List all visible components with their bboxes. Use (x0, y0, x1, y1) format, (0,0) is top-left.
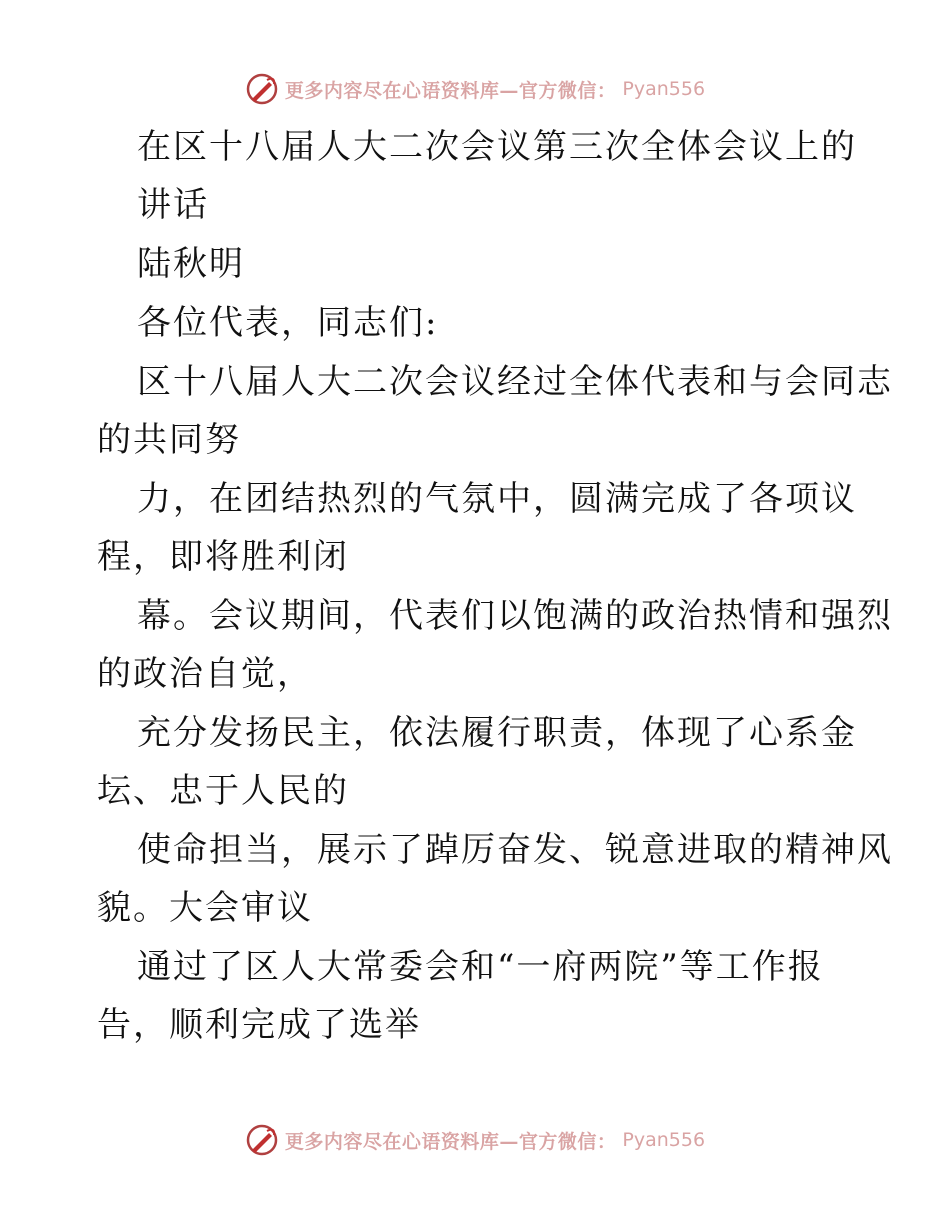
watermark-footer (0, 1123, 950, 1157)
body-line: 的共同努 (97, 420, 241, 460)
author-name: 陆秋明 (137, 244, 245, 284)
body-line: 充分发扬民主，依法履行职责，体现了心系金 (137, 713, 857, 753)
body-line: 告，顺利完成了选举 (97, 1005, 421, 1045)
body-line: 通过了区人大常委会和“一府两院”等工作报 (137, 947, 824, 987)
body-line: 使命担当，展示了踔厉奋发、锐意进取的精神风 (137, 830, 893, 870)
watermark-text: 更多内容尽在心语资料库—官方微信： (284, 1130, 617, 1153)
quill-logo-icon (245, 1123, 279, 1157)
body-line: 程，即将胜利闭 (97, 537, 349, 577)
watermark-text: 更多内容尽在心语资料库—官方微信： (284, 79, 617, 102)
title-line-2: 讲话 (137, 185, 209, 225)
body-line: 区十八届人大二次会议经过全体代表和与会同志 (137, 362, 893, 402)
watermark-header (0, 72, 950, 106)
watermark-wechat-id: Pyan556 (622, 78, 706, 100)
body-line: 力，在团结热烈的气氛中，圆满完成了各项议 (137, 479, 857, 519)
body-line: 的政治自觉， (97, 654, 313, 694)
body-line: 貌。大会审议 (97, 888, 313, 928)
quill-logo-icon (245, 72, 279, 106)
watermark-wechat-id: Pyan556 (622, 1129, 706, 1151)
body-line: 幕。会议期间，代表们以饱满的政治热情和强烈 (137, 596, 893, 636)
title-line-1: 在区十八届人大二次会议第三次全体会议上的 (137, 127, 857, 167)
body-line: 坛、忠于人民的 (97, 771, 349, 811)
salutation: 各位代表，同志们: (137, 303, 439, 343)
